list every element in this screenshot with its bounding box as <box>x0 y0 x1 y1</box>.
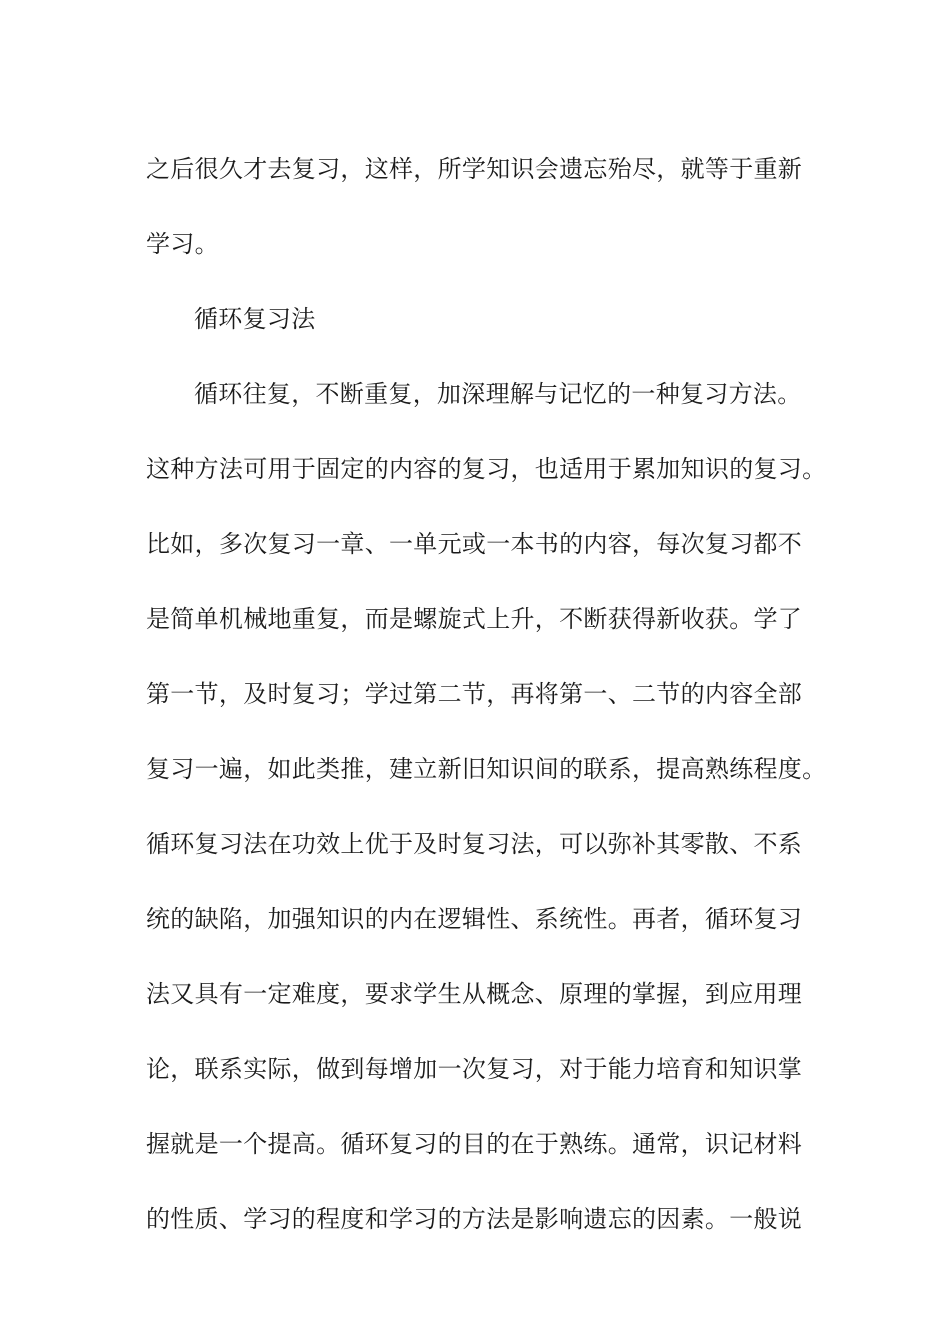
text-line: 循环往复，不断重复，加深理解与记忆的一种复习方法。 <box>194 380 802 408</box>
text-line: 论，联系实际，做到每增加一次复习，对于能力培育和知识掌 <box>146 1055 803 1083</box>
text-line: 这种方法可用于固定的内容的复习，也适用于累加知识的复习。 <box>146 455 827 483</box>
text-line: 第一节，及时复习；学过第二节，再将第一、二节的内容全部 <box>146 680 803 708</box>
text-line: 学习。 <box>146 230 219 258</box>
text-line: 循环复习法在功效上优于及时复习法，可以弥补其零散、不系 <box>146 830 803 858</box>
section-heading: 循环复习法 <box>194 305 316 333</box>
text-line: 比如，多次复习一章、一单元或一本书的内容，每次复习都不 <box>146 530 803 558</box>
text-line: 的性质、学习的程度和学习的方法是影响遗忘的因素。一般说 <box>146 1205 803 1233</box>
text-line: 是简单机械地重复，而是螺旋式上升，不断获得新收获。学了 <box>146 605 803 633</box>
body-text <box>146 132 827 1257</box>
text-line: 统的缺陷，加强知识的内在逻辑性、系统性。再者，循环复习 <box>146 905 803 933</box>
text-line: 握就是一个提高。循环复习的目的在于熟练。通常，识记材料 <box>146 1130 803 1158</box>
text-line: 法又具有一定难度，要求学生从概念、原理的掌握，到应用理 <box>146 980 803 1008</box>
text-line: 之后很久才去复习，这样，所学知识会遗忘殆尽，就等于重新 <box>146 155 803 183</box>
text-line: 复习一遍，如此类推，建立新旧知识间的联系，提高熟练程度。 <box>146 755 827 783</box>
